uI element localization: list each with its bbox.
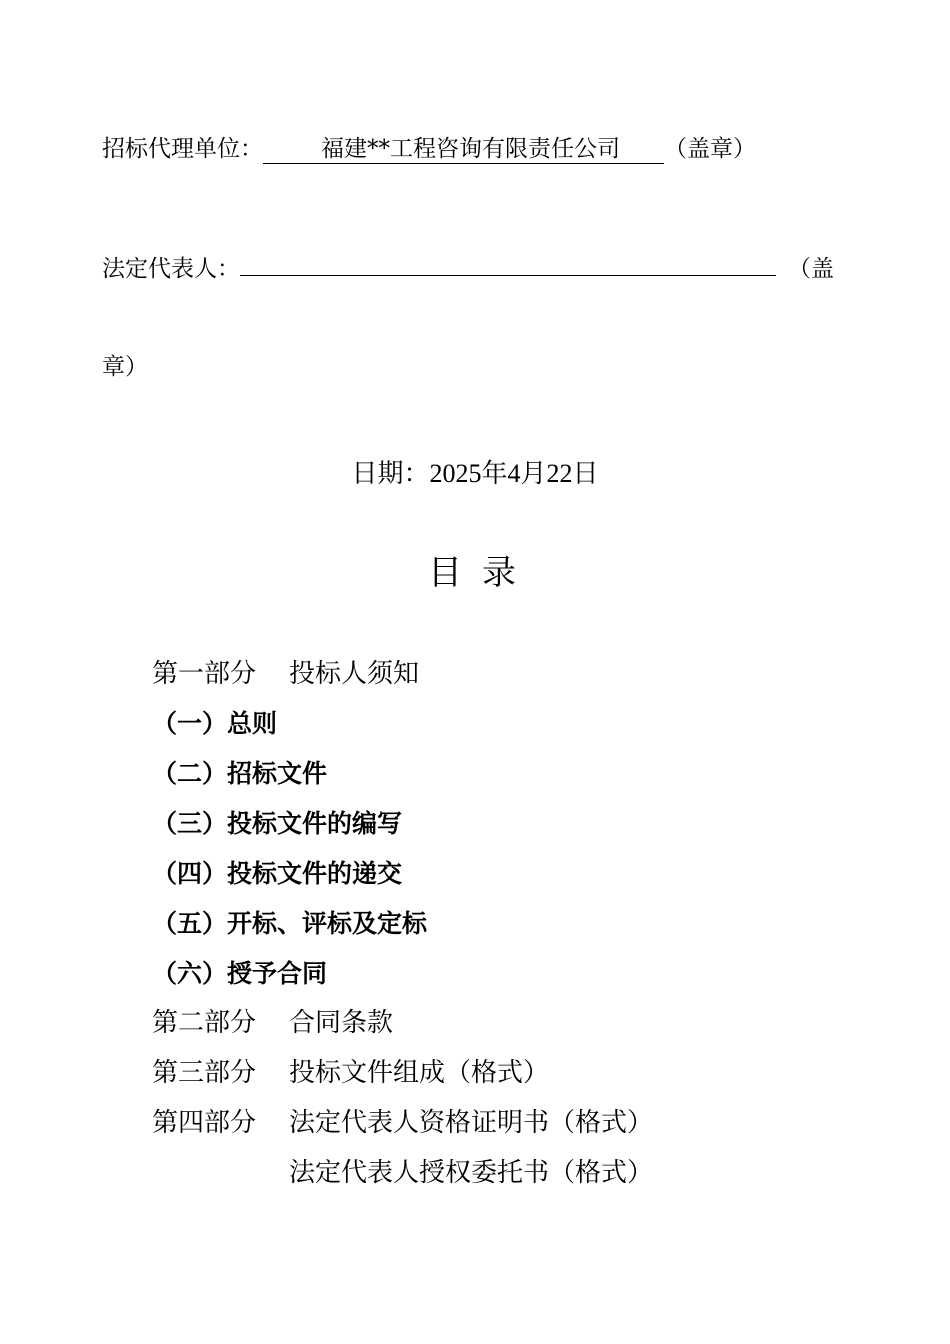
legal-rep-label: 法定代表人： bbox=[102, 256, 240, 282]
toc-part-4-extra: 法定代表人授权委托书（格式） bbox=[289, 1158, 654, 1188]
toc-part-title: 投标人须知 bbox=[289, 659, 420, 689]
agency-seal-note: （盖章） bbox=[664, 136, 756, 162]
toc-section-1: （一）总则 bbox=[152, 709, 278, 738]
toc-title: 目录 bbox=[428, 553, 536, 593]
legal-rep-seal-note: （盖 bbox=[788, 256, 834, 282]
toc-part-2 bbox=[152, 1006, 393, 1040]
toc-section-4: （四）投标文件的递交 bbox=[152, 859, 403, 888]
agency-label: 招标代理单位： bbox=[102, 136, 263, 162]
toc-section-2: （二）招标文件 bbox=[152, 759, 328, 788]
document-date: 日期：2025年4月22日 bbox=[351, 459, 599, 488]
toc-part-3 bbox=[152, 1056, 549, 1090]
toc-part-number: 第一部分 bbox=[152, 659, 257, 689]
agency-line bbox=[102, 134, 756, 164]
toc-section-5: （五）开标、评标及定标 bbox=[152, 909, 428, 938]
legal-rep-seal-cont: 章） bbox=[102, 354, 148, 380]
toc-part-4 bbox=[152, 1106, 653, 1140]
toc-part-number: 第三部分 bbox=[152, 1058, 257, 1088]
agency-company-field bbox=[263, 135, 664, 164]
toc-part-1 bbox=[152, 657, 419, 691]
toc-section-6: （六）授予合同 bbox=[152, 959, 328, 988]
toc-section-3: （三）投标文件的编写 bbox=[152, 809, 403, 838]
toc-part-number: 第二部分 bbox=[152, 1008, 257, 1038]
legal-rep-signature-line bbox=[240, 253, 776, 276]
toc-part-number: 第四部分 bbox=[152, 1108, 257, 1138]
agency-company-name: 福建**工程咨询有限责任公司 bbox=[321, 136, 620, 162]
toc-part-title: 投标文件组成（格式） bbox=[289, 1058, 550, 1088]
toc-part-title: 法定代表人资格证明书（格式） bbox=[289, 1108, 654, 1138]
legal-rep-line bbox=[102, 253, 842, 284]
toc-part-title: 合同条款 bbox=[289, 1008, 394, 1038]
